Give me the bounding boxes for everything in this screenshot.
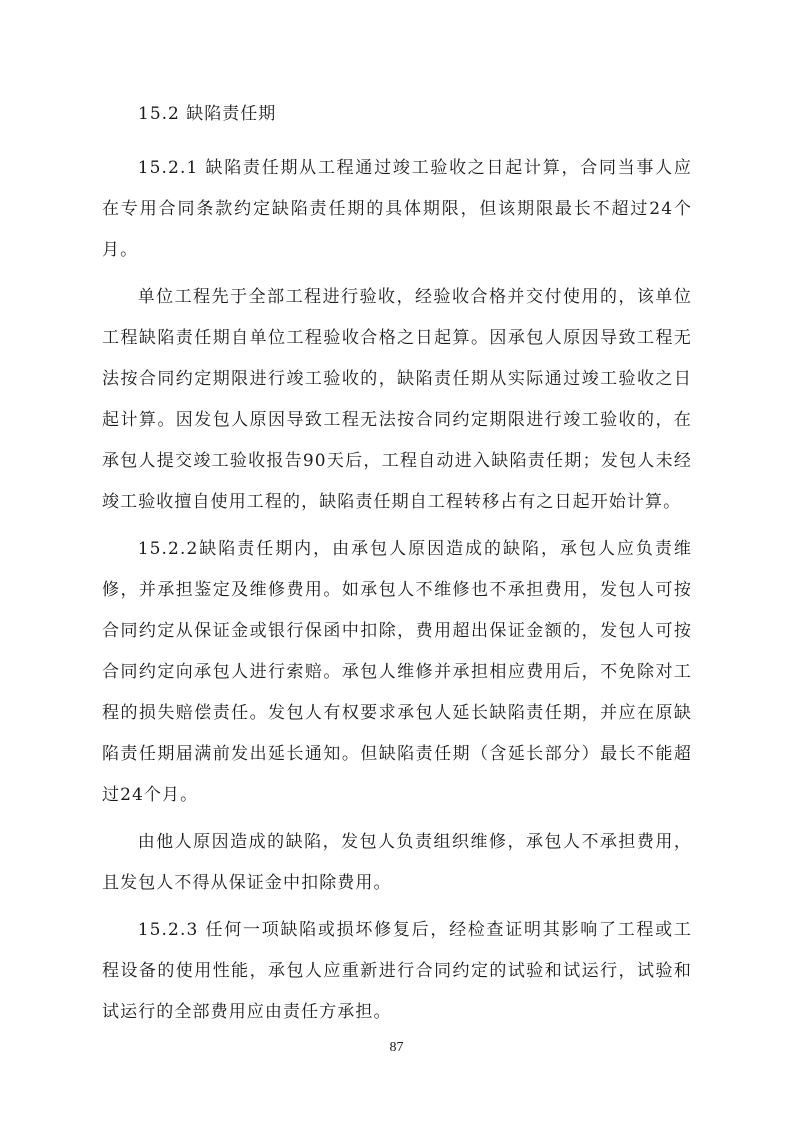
- paragraph-unit-acceptance: 单位工程先于全部工程进行验收，经验收合格并交付使用的，该单位工程缺陷责任期自单位工程验收合格之日起算。因承包人原因导致工程无法按合同约定期限进行竣工验收的，缺陷责任期从实际通过竣工验收之日起计算。因发包人原因导致工程无法按合同约定期限进行竣工验收的，在承包人提交竣工验收报告90天后，工程自动进入缺陷责任期；发包人未经竣工验收擅自使用工程的，缺陷责任期自工程转移占有之日起开始计算。: [102, 287, 692, 512]
- paragraph-15-2-1: 15.2.1 缺陷责任期从工程通过竣工验收之日起计算，合同当事人应在专用合同条款约定缺陷责任期的具体期限，但该期限最长不超过24个月。: [102, 158, 692, 260]
- paragraph-third-party-defects: 由他人原因造成的缺陷，发包人负责组织维修，承包人不承担费用，且发包人不得从保证金中扣除费用。: [102, 832, 692, 893]
- section-heading: 15.2 缺陷责任期: [138, 104, 277, 124]
- page-number: 87: [389, 1040, 404, 1055]
- document-body: [102, 98, 692, 1039]
- paragraph-15-2-3: 15.2.3 任何一项缺陷或损坏修复后，经检查证明其影响了工程或工程设备的使用性能，承包人应重新进行合同约定的试验和试运行，试验和试运行的全部费用应由责任方承担。: [102, 920, 692, 1022]
- paragraph-15-2-2: 15.2.2缺陷责任期内，由承包人原因造成的缺陷，承包人应负责维修，并承担鉴定及维修费用。如承包人不维修也不承担费用，发包人可按合同约定从保证金或银行保函中扣除，费用超出保证金额的，发包人可按合同约定向承包人进行索赔。承包人维修并承担相应费用后，不免除对工程的损失赔偿责任。发包人有权要求承包人延长缺陷责任期，并应在原缺陷责任期届满前发出延长通知。但缺陷责任期（含延长部分）最长不能超过24个月。: [102, 539, 692, 805]
